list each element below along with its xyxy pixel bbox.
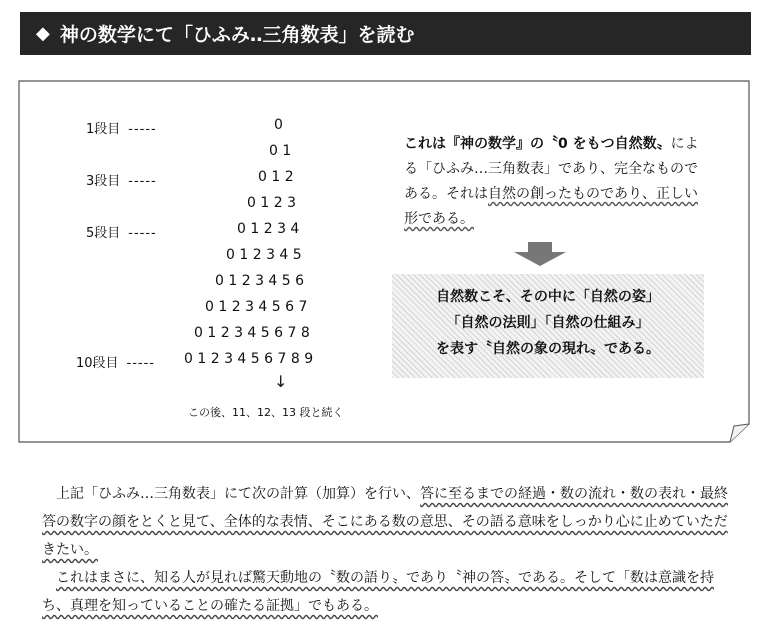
row-numbers: 0 1 2 3 4 5 6 7 [205, 299, 308, 315]
explanation-note: これは『神の数学』の〝0 をもつ自然数〟による「ひふみ…三角数表」であり、完全なものである。それは自然の創ったものであり、正しい形である。 [404, 136, 699, 227]
row-label: 1段目 ----- [86, 122, 157, 137]
paragraph: これはまさに、知る人が見れば驚天動地の〝数の語り〟であり〝神の答〟である。そして「数は意識を持ち、真理を知っていることの確たる証拠」でもある。 [42, 570, 714, 614]
section-header [20, 12, 751, 55]
highlight-line: 「自然の法則」「自然の仕組み」 [446, 315, 650, 331]
body-text [42, 480, 732, 620]
header-title: 神の数学にて「ひふみ‥三角数表」を読む [59, 24, 415, 46]
row-numbers: 0 1 2 3 4 5 6 [215, 273, 305, 289]
highlight-box [392, 274, 704, 378]
number-triangle [18, 80, 398, 420]
continuation-note: この後、11、12、13 段と続く [188, 406, 344, 419]
triangle-row [18, 270, 398, 296]
paragraph: 上記「ひふみ…三角数表」にて次の計算（加算）を行い、答に至るまでの経過・数の流れ・数の表れ・最終答の数字の顔をとくと見て、全体的な表情、そこにある数の意思、その語る意味をしっかり心に止めていただきたい。 [42, 486, 728, 558]
triangle-row [18, 114, 398, 140]
highlight-line: 自然数こそ、その中に「自然の姿」 [436, 289, 660, 305]
row-label: 3段目 ----- [86, 174, 157, 189]
row-numbers: 0 1 2 3 4 [237, 221, 300, 237]
triangle-row [18, 218, 398, 244]
row-numbers: 0 1 2 3 4 5 6 7 8 9 [184, 351, 314, 367]
row-label: 5段目 ----- [86, 226, 157, 241]
diamond-icon: ◆ [36, 23, 50, 44]
triangle-row [18, 322, 398, 348]
triangle-row [18, 166, 398, 192]
row-numbers: 0 1 2 3 4 5 6 7 8 [194, 325, 310, 341]
triangle-panel [18, 80, 750, 442]
arrow-down-icon [512, 242, 568, 268]
down-arrow-icon: ↓ [274, 372, 288, 391]
triangle-row [18, 348, 398, 374]
triangle-row [18, 296, 398, 322]
row-label: 10段目 ----- [76, 356, 156, 371]
row-numbers: 0 [274, 117, 283, 133]
triangle-row [18, 192, 398, 218]
triangle-row [18, 244, 398, 270]
highlight-line: を表す〝自然の象の現れ〟である。 [436, 341, 660, 357]
row-numbers: 0 1 [269, 143, 292, 159]
row-numbers: 0 1 2 [258, 169, 294, 185]
row-numbers: 0 1 2 3 4 5 [226, 247, 302, 263]
triangle-row [18, 140, 398, 166]
row-numbers: 0 1 2 3 [247, 195, 296, 211]
